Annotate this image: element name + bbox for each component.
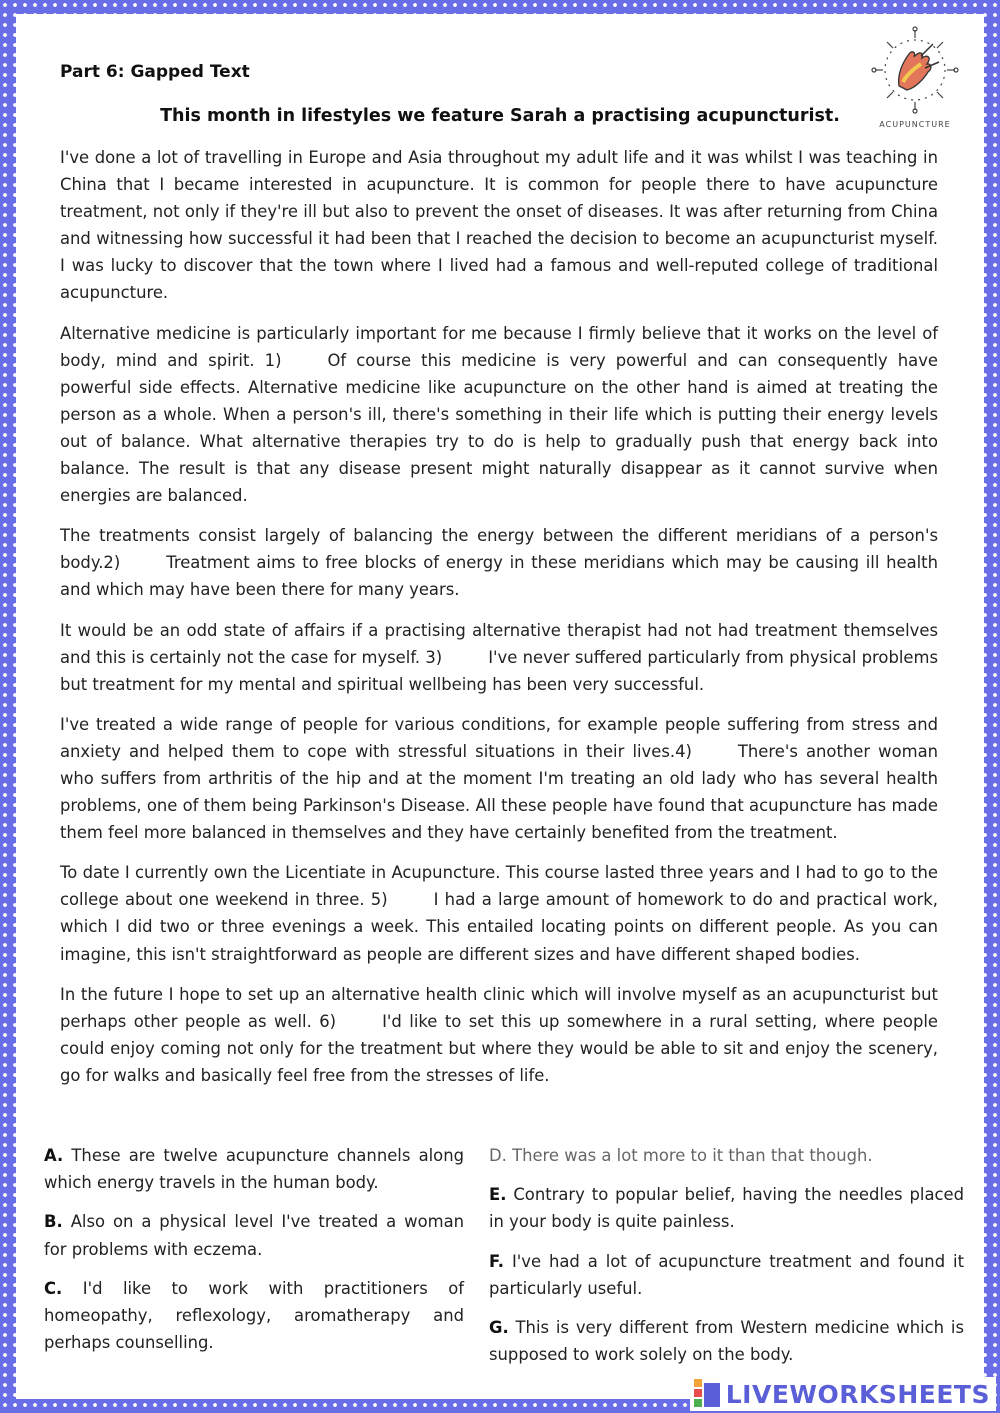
option-letter: E. bbox=[489, 1185, 507, 1205]
option-c[interactable] bbox=[44, 1275, 464, 1357]
article-title: This month in lifestyles we feature Sarah a practising acupuncturist. bbox=[160, 106, 840, 126]
option-text: Contrary to popular belief, having the needles placed in your body is quite painless. bbox=[489, 1185, 964, 1232]
brand-name: LIVEWORKSHEETS bbox=[725, 1379, 990, 1409]
paragraph-4-before-gap: It would be an odd state of affairs if a practising alternative therapist had not had treatment themselves and this is certainly not the case for myself. 3) bbox=[60, 620, 938, 667]
options-left-column bbox=[44, 1142, 464, 1368]
paragraph-2-after-gap: Of course this medicine is very powerful and can consequently have powerful side effects. Alternative medicine like acupuncture on the other hand is aimed at treating the person as a whole. When a person's ill, there's something in their life which is putting their energy levels out of balance. What alternative therapies try to do is help to gradually push that energy back into balance. The result is that any disease present might naturally disappear as it cannot survive when energies are balanced. bbox=[60, 350, 938, 506]
option-letter: F. bbox=[489, 1251, 505, 1271]
option-letter: C. bbox=[44, 1278, 63, 1298]
paragraph-5-after-gap: There's another woman who suffers from arthritis of the hip and at the moment I'm treating an old lady who has several health problems, one of them being Parkinson's Disease. All these people have found that acupuncture has made them feel more balanced in themselves and they have certainly benefited from the treatment. bbox=[60, 741, 938, 843]
paragraph-6 bbox=[60, 859, 938, 967]
acupuncture-hand-icon bbox=[869, 24, 961, 120]
liveworksheets-brand[interactable] bbox=[690, 1377, 996, 1411]
paragraph-5-before-gap: I've treated a wide range of people for various conditions, for example people suffering from stress and anxiety and helped them to cope with stressful situations in their lives.4) bbox=[60, 714, 938, 761]
liveworksheets-logo-icon bbox=[694, 1379, 722, 1409]
paragraph-3-after-gap: Treatment aims to free blocks of energy in these meridians which may be causing ill health and which may have been there for many years. bbox=[60, 553, 938, 600]
paragraph-4 bbox=[60, 617, 938, 698]
option-text: These are twelve acupuncture channels along which energy travels in the human body. bbox=[44, 1146, 464, 1193]
paragraph-3-before-gap: The treatments consist largely of balancing the energy between the different meridians of a person's body.2) bbox=[60, 526, 938, 573]
option-e[interactable] bbox=[489, 1181, 964, 1235]
option-text: I've had a lot of acupuncture treatment and found it particularly useful. bbox=[489, 1251, 965, 1298]
option-a[interactable] bbox=[44, 1142, 464, 1196]
section-heading: Part 6: Gapped Text bbox=[60, 62, 250, 82]
paragraph-4-after-gap: I've never suffered particularly from physical problems but treatment for my mental and spiritual wellbeing has been very successful. bbox=[60, 647, 938, 694]
paragraph-7-after-gap: I'd like to set this up somewhere in a rural setting, where people could enjoy coming not only for the treatment but where they would be able to sit and enjoy the scenery, go for walks and basically feel free from the stresses of life. bbox=[60, 1011, 938, 1085]
paragraph-1: I've done a lot of travelling in Europe and Asia throughout my adult life and it was whilst I was teaching in China that I became interested in acupuncture. It is common for people there to have acupuncture treatment, not only if they're ill but also to prevent the onset of diseases. It was after returning from China and witnessing how successful it had been that I reached the decision to become an acupuncturist myself. I was lucky to discover that the town where I lived had a famous and well-reputed college of traditional acupuncture. bbox=[60, 148, 938, 303]
paragraph-5 bbox=[60, 711, 938, 846]
option-letter: G. bbox=[489, 1318, 509, 1338]
acupuncture-logo bbox=[869, 24, 961, 132]
option-b[interactable] bbox=[44, 1208, 464, 1262]
paragraph-7-before-gap: In the future I hope to set up an alternative health clinic which will involve myself as an acupuncturist but perhaps other people as well. 6) bbox=[60, 984, 938, 1031]
option-f[interactable] bbox=[489, 1248, 964, 1302]
option-text: I'd like to work with practitioners of homeopathy, reflexology, aromatherapy and perhaps counselling. bbox=[44, 1278, 464, 1353]
option-letter: D. bbox=[489, 1146, 507, 1165]
paragraph-7 bbox=[60, 981, 938, 1089]
option-text: There was a lot more to it than that though. bbox=[512, 1146, 873, 1165]
paragraph-3 bbox=[60, 522, 938, 603]
logo-caption: ACUPUNCTURE bbox=[879, 120, 951, 129]
paragraph-2-before-gap: Alternative medicine is particularly important for me because I firmly believe that it works on the level of body, mind and spirit. 1) bbox=[60, 323, 938, 370]
paragraph-6-before-gap: To date I currently own the Licentiate in Acupuncture. This course lasted three years and I had to go to the college about one weekend in three. 5) bbox=[60, 863, 938, 910]
option-letter: A. bbox=[44, 1146, 64, 1165]
option-d[interactable] bbox=[489, 1142, 964, 1169]
option-text: Also on a physical level I've treated a woman for problems with eczema. bbox=[44, 1212, 465, 1259]
article-body bbox=[60, 144, 938, 1102]
options-right-column bbox=[489, 1142, 964, 1380]
option-g[interactable] bbox=[489, 1314, 964, 1368]
paragraph-2 bbox=[60, 320, 938, 510]
paragraph-6-after-gap: I had a large amount of homework to do and practical work, which I did two or three evenings a week. This entailed locating points on different people. As you can imagine, this isn't straightforward as people are different sizes and have different shaped bodies. bbox=[60, 890, 938, 964]
worksheet-page bbox=[16, 14, 984, 1399]
option-text: This is very different from Western medicine which is supposed to work solely on the body. bbox=[489, 1318, 964, 1365]
option-letter: B. bbox=[44, 1212, 63, 1232]
